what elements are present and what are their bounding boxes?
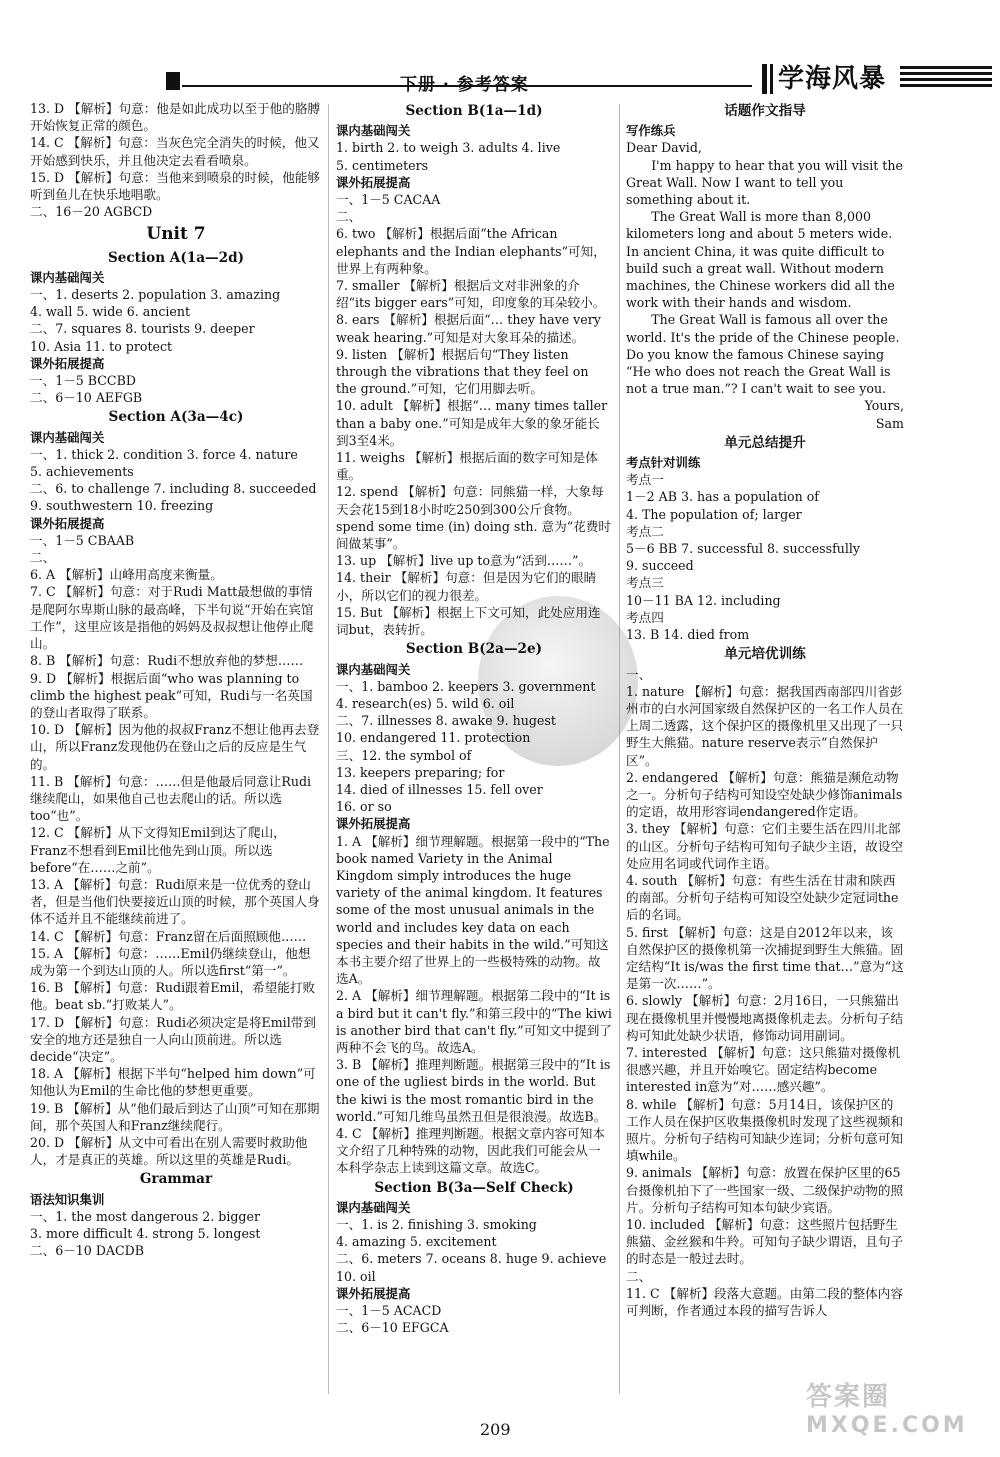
site-watermark-logo: 答案圈 MXQE.COM xyxy=(806,1382,968,1438)
answer-line: 14. died of illnesses 15. fell over xyxy=(336,781,543,797)
answer-line: 7. smaller 【解析】根据后文对非洲象的介绍“its bigger ears”可知，印度象的耳朵较小。 xyxy=(336,278,606,311)
answer-line: 11. B 【解析】句意：……但是他最后同意让Rudi继续爬山，如果他自己也去爬山的话。所以选too“也”。 xyxy=(30,773,312,824)
answer-line: 1. nature 【解析】句意：据我国西南部四川省彭州市的白水河国家级自然保护区的一名工作人员在上周二透露，这个保护区的摄像机里又出现了一只野生大熊猫。nature reserve表示“自然保护区”。 xyxy=(626,683,904,768)
answer-line: 考点二 xyxy=(626,523,664,539)
answer-line: 12. spend 【解析】句意：同熊猫一样，大象每天会花15到18小时吃250到300公斤食物。spend some time (in) doing sth. 意为“花费时间做某事”。 xyxy=(336,484,611,552)
answer-line: 4. wall 5. wide 6. ancient xyxy=(30,304,191,320)
answer-line: 10. oil xyxy=(336,1268,376,1284)
subsection-label: 写作练兵 xyxy=(626,123,676,139)
answer-line: 二、 xyxy=(336,209,362,225)
subsection-label: 考点针对训练 xyxy=(626,455,701,471)
answer-line: 一、1－5 CACAA xyxy=(336,192,441,208)
column-divider-right xyxy=(619,104,620,1394)
answer-line: 1. A 【解析】细节理解题。根据第一段中的“The book named Variety in the Animal Kingdom simply introduces the huge variety of the animal kingdom. It features some of the most unusual animals in the world and includes key data on each species and their habits in the wild.”可知这本书主要介绍了世界上的一些极特殊的动物。故选A。 xyxy=(336,833,610,987)
section-heading: 单元培优训练 xyxy=(724,646,806,663)
answer-line: 9. D 【解析】根据后面“who was planning to climb the highest peak”可知，Rudi与一名英国的登山者取得了联系。 xyxy=(30,670,313,720)
answer-line: Dear David, xyxy=(626,140,702,156)
section-heading: Section B(2a—2e) xyxy=(405,641,543,658)
subsection-label: 课外拓展提高 xyxy=(336,174,411,190)
answer-line: 10. D 【解析】因为他的叔叔Franz不想让他再去登山，所以Franz发现他仍在登山之后的反应是生气的。 xyxy=(30,722,320,772)
section-heading: 话题作文指导 xyxy=(724,103,806,119)
answer-line: 10－11 BA 12. including xyxy=(626,592,781,608)
answer-line: 15. D 【解析】句意：当他来到喷泉的时候，他能够听到鱼儿在快乐地唱歌。 xyxy=(30,169,321,203)
answer-line: 4. research(es) 5. wild 6. oil xyxy=(336,695,515,711)
answer-line: 二、7. squares 8. tourists 9. deeper xyxy=(30,321,255,337)
answer-line: 15. But 【解析】根据上下文可知，此处应用连词but，表转折。 xyxy=(336,604,601,638)
answer-line: 9. animals 【解析】句意：放置在保护区里的65台摄像机拍下了一些国家一级、二级保护动物的照片。分析句子结构可知本句缺少宾语。 xyxy=(626,1165,904,1215)
brand-bar-mark xyxy=(762,64,767,94)
page-number: 209 xyxy=(480,1420,511,1439)
answer-line: 7. interested 【解析】句意：这只熊猫对摄像机很感兴趣，并且开始嗅它。固定结构become interested in意为“对……感兴趣”。 xyxy=(626,1044,901,1095)
answer-line: 一、1. deserts 2. population 3. amazing xyxy=(30,287,281,303)
answer-line: 12. C 【解析】从下文得知Emil到达了爬山，Franz不想看到Emil比他先到山顶。所以选before“在……之前”。 xyxy=(30,825,286,875)
answer-line: 8. ears 【解析】根据后面“… they have very weak hearing.”可知是对大象耳朵的描述。 xyxy=(336,312,601,345)
essay-paragraph: The Great Wall is famous all over the world. It's the pride of the Chinese people. Do you know the famous Chinese saying “He who does not reach the Great Wall is not a true man.”? I can't wait to see you. xyxy=(626,312,900,397)
header-title: 下册 · 参考答案 xyxy=(400,75,529,95)
answer-line: 5. centimeters xyxy=(336,157,429,173)
answer-line: 3. they 【解析】句意：它们主要生活在四川北部的山区。分析句子结构可知句子缺少主语，故设空处应用名词或代词作主语。 xyxy=(626,821,904,871)
signature-line: Sam xyxy=(875,415,904,431)
brand-bar-mark-thin xyxy=(770,64,773,94)
subsection-label: 课内基础闯关 xyxy=(336,1199,411,1215)
answer-line: 20. D 【解析】从文中可看出在别人需要时救助他人，才是真正的英雄。所以这里的英雄是Rudi。 xyxy=(30,1134,308,1168)
section-heading: 单元总结提升 xyxy=(724,434,806,451)
answer-line: 考点一 xyxy=(626,472,664,488)
answer-line: 二、16－20 AGBCD xyxy=(30,204,153,220)
answer-line: 10. Asia 11. to protect xyxy=(30,338,173,354)
answer-line: 考点三 xyxy=(626,575,664,591)
answer-line: 二、7. illnesses 8. awake 9. hugest xyxy=(336,713,556,729)
unit-heading: Unit 7 xyxy=(146,224,206,245)
answer-line: 13. up 【解析】live up to意为“活到……”。 xyxy=(336,553,592,569)
answer-line: 14. their 【解析】句意：但是因为它们的眼睛小，所以它们的视力很差。 xyxy=(336,570,597,603)
answer-column-middle xyxy=(336,100,612,1336)
subsection-label: 课内基础闯关 xyxy=(336,661,411,677)
answer-line: 10. adult 【解析】根据“… many times taller than a baby one.”可知是成年大象的象牙能长到3至4米。 xyxy=(336,398,608,448)
subsection-label: 课内基础闯关 xyxy=(336,123,411,139)
subsection-label: 课外拓展提高 xyxy=(30,355,105,371)
section-heading: Section A(3a—4c) xyxy=(108,409,244,426)
answer-line: 一、1－5 BCCBD xyxy=(30,373,136,389)
page-header xyxy=(0,0,1000,100)
answer-line: 1－2 AB 3. has a population of xyxy=(626,489,819,505)
answer-line: 10. included 【解析】句意：这些照片包括野生熊猫、金丝猴和牛羚。可知句子缺少谓语，且句子的时态是一般过去时。 xyxy=(626,1217,904,1267)
answer-line: 考点四 xyxy=(626,609,664,625)
answer-line: 2. endangered 【解析】句意：熊猫是濒危动物之一。分析句子结构可知设空处缺少修饰animals的定语，故用形容词endangered作定语。 xyxy=(626,769,903,820)
answer-line: 5－6 BB 7. successful 8. successfully xyxy=(626,541,861,557)
section-heading: Section B(3a—Self Check) xyxy=(374,1179,574,1196)
answer-line: 11. weighs 【解析】根据后面的数字可知是体重。 xyxy=(336,450,598,483)
answer-line: 4. south 【解析】句意：有些生活在甘肃和陕西的南部。分析句子结构可知设空处缺少定冠词the后的名词。 xyxy=(626,872,899,923)
answer-line: 三、12. the symbol of xyxy=(336,747,472,763)
answer-line: 17. D 【解析】句意：Rudi必须决定是将Emil带到安全的地方还是独自一人向山顶前进。所以选decide“决定”。 xyxy=(30,1014,316,1064)
answer-line: 14. C 【解析】句意：Franz留在后面照顾他…… xyxy=(30,928,307,944)
answer-line: 4. amazing 5. excitement xyxy=(336,1234,497,1250)
answer-line: 4. The population of; larger xyxy=(626,506,802,522)
brand-stripes xyxy=(900,66,992,92)
header-square-mark xyxy=(166,72,180,90)
answer-line: 一、1－5 ACACD xyxy=(336,1303,442,1319)
answer-line: 9. southwestern 10. freezing xyxy=(30,498,214,514)
answer-line: 4. C 【解析】推理判断题。根据文章内容可知本文介绍了几种特殊的动物，因此我们可能会从一本科学杂志上读到这篇文章。故选C。 xyxy=(336,1125,605,1176)
answer-line: 13. keepers preparing; for xyxy=(336,764,505,780)
answer-line: 13. D 【解析】句意：他是如此成功以至于他的胳膊开始恢复正常的颜色。 xyxy=(30,101,321,134)
answer-line: 19. B 【解析】从“他们最后到达了山顶”可知在那期间，那个英国人和Franz继续爬行。 xyxy=(30,1100,320,1133)
answer-line: 5. achievements xyxy=(30,464,134,480)
answer-line: 9. succeed xyxy=(626,558,694,574)
answer-line: 14. C 【解析】句意：当灰色完全消失的时候，他又开始感到快乐，并且他决定去看看喷泉。 xyxy=(30,135,320,168)
answer-line: 二、6－10 EFGCA xyxy=(336,1320,449,1336)
section-heading: Section A(1a—2d) xyxy=(107,249,245,266)
answer-line: 二、6－10 DACDB xyxy=(30,1243,145,1259)
subsection-label: 课外拓展提高 xyxy=(30,515,105,531)
answer-line: 二、6. meters 7. oceans 8. huge 9. achieve xyxy=(336,1251,607,1267)
answer-line: 二、6. to challenge 7. including 8. succeeded xyxy=(30,481,317,497)
answer-line: 11. C 【解析】段落大意题。由第二段的整体内容可判断，作者通过本段的描写告诉人 xyxy=(626,1285,903,1319)
answer-line: 18. A 【解析】根据下半句“helped him down”可知他认为Emil的生命比他的梦想更重要。 xyxy=(30,1066,316,1099)
answer-line: 二、 xyxy=(626,1268,652,1284)
answer-line: 13. A 【解析】句意：Rudi原来是一位优秀的登山者，但是当他们快要接近山顶的时候，那个英国人身体不适并且不能继续前进了。 xyxy=(30,876,320,927)
answer-column-left xyxy=(30,100,322,1259)
answer-line: 16. or so xyxy=(336,799,392,815)
subsection-label: 课内基础闯关 xyxy=(30,429,105,445)
answer-line: 6. two 【解析】根据后面“the African elephants and the Indian elephants”可知，世界上有两种象。 xyxy=(336,226,606,276)
answer-line: 一、1. bamboo 2. keepers 3. government xyxy=(336,678,596,694)
subsection-label: 课外拓展提高 xyxy=(336,1285,411,1301)
subsection-label: 语法知识集训 xyxy=(30,1191,105,1207)
answer-line: 7. C 【解析】句意：对于Rudi Matt最想做的事情是爬阿尔卑斯山脉的最高峰，下半句说“开始在宾馆工作”，这里应该是指他的妈妈及叔叔想让他停止爬山。 xyxy=(30,584,314,652)
answer-line: 2. A 【解析】细节理解题。根据第二段中的“It is a bird but it can't fly.”和第三段中的“The kiwi is another bird that can't fly.”可知文中提到了两种不会飞的鸟。故选A。 xyxy=(336,988,612,1055)
answer-line: 15. A 【解析】句意：……Emil仍继续登山，他想成为第一个到达山顶的人。所以选first“第一”。 xyxy=(30,945,311,978)
answer-line: 一、1－5 CBAAB xyxy=(30,532,135,548)
answer-line: 3. more difficult 4. strong 5. longest xyxy=(30,1226,261,1241)
answer-line: 8. while 【解析】句意：5月14日，该保护区的工作人员在保护区收集摄像机时发现了这些视频和照片。分析句子结构可知缺少连词；分析句意可知填while。 xyxy=(626,1096,904,1164)
essay-paragraph: I'm happy to hear that you will visit the Great Wall. Now I want to tell you something about it. xyxy=(626,157,903,208)
answer-line: 8. B 【解析】句意：Rudi不想放弃他的梦想…… xyxy=(30,653,304,669)
answer-line: 6. A 【解析】山峰用高度来衡量。 xyxy=(30,567,223,583)
section-heading: Grammar xyxy=(139,1171,213,1188)
answer-column-right xyxy=(626,100,904,1319)
answer-line: 一、1. thick 2. condition 3. force 4. nature xyxy=(30,446,298,462)
answer-line: 一、 xyxy=(626,666,652,682)
answer-line: 二、6－10 AEFGB xyxy=(30,390,143,406)
essay-paragraph: The Great Wall is more than 8,000 kilometers long and about 5 meters wide. In ancient China, it was quite difficult to build such a great wall. Without modern machines, the Chinese workers did all the work with their hands and wisdom. xyxy=(626,209,895,311)
subsection-label: 课内基础闯关 xyxy=(30,269,105,285)
answer-line: 16. B 【解析】句意：Rudi跟着Emil，希望能打败他。beat sb.“打败某人”。 xyxy=(30,980,316,1013)
answer-line: 10. endangered 11. protection xyxy=(336,730,531,746)
brand-logo: 学海风暴 xyxy=(778,64,887,94)
answer-line: 1. birth 2. to weigh 3. adults 4. live xyxy=(336,140,561,156)
answer-line: 一、1. is 2. finishing 3. smoking xyxy=(336,1217,537,1232)
subsection-label: 课外拓展提高 xyxy=(336,816,411,832)
answer-line: 二、 xyxy=(30,550,56,566)
answer-line: 3. B 【解析】推理判断题。根据第三段中的“It is one of the ugliest birds in the world. But the kiwi is the most romantic bird in the world.”可知几维鸟虽然丑但是很浪漫。故选B。 xyxy=(336,1057,611,1124)
answer-line: 6. slowly 【解析】句意：2月16日，一只熊猫出现在摄像机里并慢慢地离摄像机走去。分析句子结构可知此处缺少状语，修饰动词用副词。 xyxy=(626,993,904,1043)
answer-line: 13. B 14. died from xyxy=(626,627,750,643)
answer-line: 9. listen 【解析】根据后句“They listen through the vibrations that they feel on the ground.”可知，它们用脚去听。 xyxy=(336,346,589,397)
answer-line: 5. first 【解析】句意：这是自2012年以来，该自然保护区的摄像机第一次捕捉到野生大熊猫。固定结构“It is/was the first time that…”意为“这是第一次……”。 xyxy=(626,924,904,992)
column-divider-left xyxy=(328,104,329,1394)
signature-line: Yours, xyxy=(864,398,904,414)
answer-line: 一、1. the most dangerous 2. bigger xyxy=(30,1208,260,1224)
section-heading: Section B(1a—1d) xyxy=(405,103,543,119)
